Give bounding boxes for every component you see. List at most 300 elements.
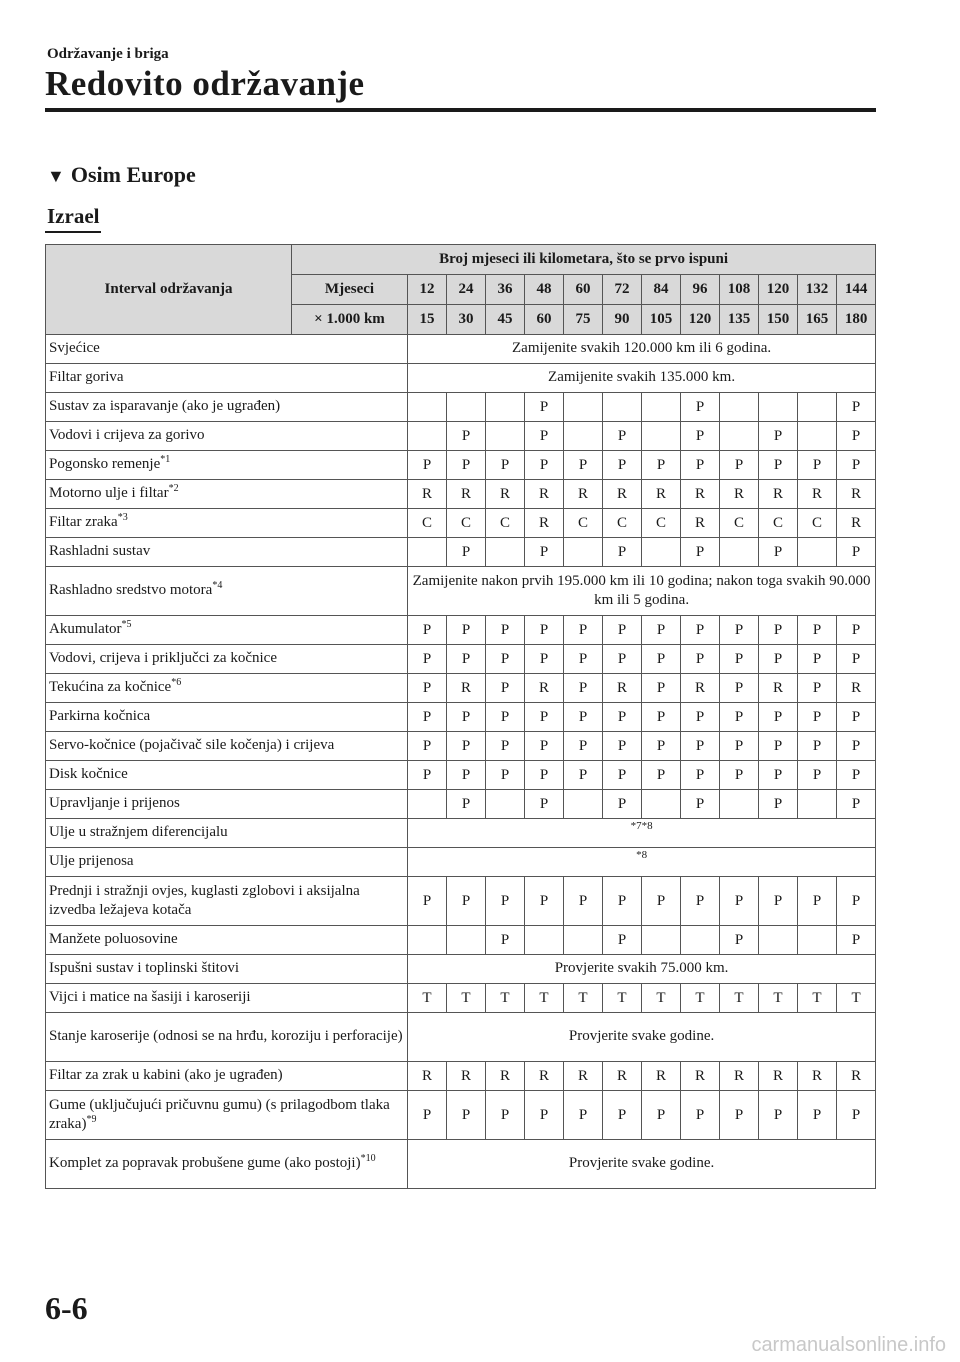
schedule-cell: R <box>525 509 564 538</box>
table-row <box>46 790 876 819</box>
schedule-cell: P <box>642 451 681 480</box>
schedule-cell: T <box>798 984 837 1013</box>
schedule-cell: P <box>720 616 759 645</box>
table-row <box>46 567 876 616</box>
km-header: 90 <box>603 305 642 335</box>
schedule-cell <box>720 538 759 567</box>
table-row <box>46 393 876 422</box>
schedule-cell: R <box>642 1062 681 1091</box>
schedule-cell: P <box>603 877 642 926</box>
schedule-cell: C <box>603 509 642 538</box>
schedule-cell: P <box>837 761 876 790</box>
schedule-cell: P <box>603 451 642 480</box>
schedule-cell: T <box>720 984 759 1013</box>
schedule-cell: P <box>447 645 486 674</box>
item-label: Komplet za popravak probušene gume (ako postoji) <box>49 1155 361 1172</box>
schedule-cell: C <box>408 509 447 538</box>
interval-note: Provjerite svake godine. <box>408 1013 876 1062</box>
item-label: Ispušni sustav i toplinski štitovi <box>49 960 240 977</box>
schedule-cell: P <box>408 674 447 703</box>
schedule-cell: P <box>681 393 720 422</box>
item-name <box>46 1140 408 1189</box>
item-name <box>46 955 408 984</box>
schedule-cell: P <box>603 703 642 732</box>
footnote-ref: *2 <box>168 483 179 495</box>
schedule-cell: P <box>642 1091 681 1140</box>
schedule-cell: R <box>564 480 603 509</box>
schedule-cell: P <box>837 451 876 480</box>
schedule-cell: P <box>681 645 720 674</box>
schedule-cell: P <box>564 645 603 674</box>
item-name <box>46 480 408 509</box>
schedule-cell: R <box>447 674 486 703</box>
schedule-cell <box>642 422 681 451</box>
schedule-cell: T <box>837 984 876 1013</box>
schedule-cell: P <box>525 790 564 819</box>
schedule-cell: P <box>525 1091 564 1140</box>
interval-note: Provjerite svakih 75.000 km. <box>408 955 876 984</box>
schedule-cell <box>681 926 720 955</box>
schedule-cell: P <box>759 1091 798 1140</box>
footnote-ref: *6 <box>171 677 182 689</box>
interval-header: Interval održavanja <box>46 245 292 335</box>
schedule-cell: P <box>720 703 759 732</box>
schedule-cell: R <box>603 674 642 703</box>
section-heading <box>47 162 196 188</box>
schedule-cell <box>408 422 447 451</box>
item-label: Gume (uključujući pričuvnu gumu) (s prilagodbom tlaka zraka) <box>49 1096 390 1132</box>
item-name <box>46 616 408 645</box>
schedule-cell <box>525 926 564 955</box>
schedule-cell: T <box>447 984 486 1013</box>
schedule-cell <box>642 790 681 819</box>
schedule-cell: P <box>798 732 837 761</box>
interval-note: Zamijenite svakih 120.000 km ili 6 godina. <box>408 335 876 364</box>
table-row <box>46 616 876 645</box>
schedule-cell: P <box>525 422 564 451</box>
schedule-cell <box>642 538 681 567</box>
schedule-cell: P <box>798 674 837 703</box>
footnote-cell: *7*8 <box>408 819 876 848</box>
item-label: Vijci i matice na šasiji i karoseriji <box>49 989 251 1006</box>
schedule-cell: T <box>564 984 603 1013</box>
schedule-cell <box>408 393 447 422</box>
schedule-cell: P <box>720 645 759 674</box>
schedule-cell: P <box>798 1091 837 1140</box>
schedule-cell: C <box>798 509 837 538</box>
schedule-cell: P <box>720 877 759 926</box>
schedule-cell: R <box>447 480 486 509</box>
interval-note: Zamijenite nakon prvih 195.000 km ili 10 godina; nakon toga svakih 90.000 km ili 5 godina. <box>408 567 876 616</box>
item-label: Ulje prijenosa <box>49 853 134 870</box>
schedule-cell: C <box>642 509 681 538</box>
schedule-cell <box>798 538 837 567</box>
schedule-cell <box>486 538 525 567</box>
maintenance-schedule-table <box>45 244 876 1189</box>
schedule-cell: P <box>525 703 564 732</box>
item-name <box>46 848 408 877</box>
schedule-cell: P <box>525 451 564 480</box>
schedule-cell: P <box>564 451 603 480</box>
table-row <box>46 422 876 451</box>
schedule-cell: P <box>681 451 720 480</box>
schedule-cell: C <box>486 509 525 538</box>
schedule-cell: P <box>837 538 876 567</box>
schedule-cell: P <box>720 926 759 955</box>
schedule-cell <box>603 393 642 422</box>
month-header: 60 <box>564 275 603 305</box>
km-header: 45 <box>486 305 525 335</box>
page-title: Redovito održavanje <box>45 64 365 103</box>
month-header: 24 <box>447 275 486 305</box>
schedule-cell: P <box>603 732 642 761</box>
month-header: 108 <box>720 275 759 305</box>
km-header: 105 <box>642 305 681 335</box>
schedule-cell: P <box>447 877 486 926</box>
table-row <box>46 509 876 538</box>
schedule-cell: P <box>837 422 876 451</box>
schedule-cell: P <box>759 538 798 567</box>
schedule-cell: P <box>447 422 486 451</box>
schedule-cell: P <box>759 451 798 480</box>
schedule-cell: P <box>642 877 681 926</box>
schedule-cell: P <box>798 451 837 480</box>
schedule-cell: P <box>837 926 876 955</box>
schedule-cell: P <box>798 761 837 790</box>
schedule-cell: R <box>486 480 525 509</box>
item-label: Upravljanje i prijenos <box>49 795 180 812</box>
schedule-cell: P <box>681 790 720 819</box>
schedule-cell: T <box>408 984 447 1013</box>
schedule-cell: P <box>486 926 525 955</box>
schedule-cell: P <box>603 1091 642 1140</box>
schedule-cell: P <box>603 761 642 790</box>
item-label: Motorno ulje i filtar <box>49 485 169 502</box>
schedule-cell: P <box>759 616 798 645</box>
schedule-cell: P <box>486 1091 525 1140</box>
schedule-cell: T <box>642 984 681 1013</box>
table-row <box>46 732 876 761</box>
schedule-cell <box>564 926 603 955</box>
interval-note: Provjerite svake godine. <box>408 1140 876 1189</box>
item-label: Vodovi, crijeva i priključci za kočnice <box>49 650 277 667</box>
schedule-cell: P <box>681 703 720 732</box>
schedule-cell: P <box>720 451 759 480</box>
schedule-cell: R <box>564 1062 603 1091</box>
schedule-cell: P <box>681 877 720 926</box>
schedule-cell <box>486 422 525 451</box>
months-label: Mjeseci <box>292 275 408 305</box>
schedule-cell: P <box>759 645 798 674</box>
schedule-cell: T <box>525 984 564 1013</box>
table-row <box>46 703 876 732</box>
schedule-cell: P <box>642 616 681 645</box>
month-header: 144 <box>837 275 876 305</box>
footnote-ref: *3 <box>117 512 128 524</box>
schedule-cell <box>798 926 837 955</box>
schedule-cell: P <box>681 422 720 451</box>
table-row <box>46 848 876 877</box>
schedule-cell: R <box>642 480 681 509</box>
schedule-cell <box>486 393 525 422</box>
item-name <box>46 451 408 480</box>
schedule-cell: P <box>564 674 603 703</box>
schedule-cell: P <box>603 538 642 567</box>
schedule-cell: P <box>759 703 798 732</box>
km-header: 180 <box>837 305 876 335</box>
table-row <box>46 335 876 364</box>
item-label: Prednji i stražnji ovjes, kuglasti zglobovi i aksijalna izvedba ležajeva kotača <box>49 882 360 918</box>
schedule-cell <box>564 790 603 819</box>
footnote-ref: *1 <box>160 454 171 466</box>
schedule-cell: P <box>447 538 486 567</box>
schedule-cell: P <box>837 616 876 645</box>
month-header: 72 <box>603 275 642 305</box>
schedule-cell: R <box>408 1062 447 1091</box>
schedule-cell: T <box>603 984 642 1013</box>
schedule-cell: C <box>759 509 798 538</box>
item-name <box>46 674 408 703</box>
breadcrumb: Održavanje i briga <box>47 46 169 62</box>
schedule-cell: P <box>486 451 525 480</box>
item-name <box>46 364 408 393</box>
schedule-cell: P <box>564 877 603 926</box>
span-header: Broj mjeseci ili kilometara, što se prvo ispuni <box>292 245 876 275</box>
region-underline <box>45 231 101 233</box>
month-header: 132 <box>798 275 837 305</box>
item-label: Svjećice <box>49 340 100 357</box>
month-header: 120 <box>759 275 798 305</box>
footnote-ref: *4 <box>212 580 223 592</box>
schedule-cell: R <box>486 1062 525 1091</box>
km-header: 15 <box>408 305 447 335</box>
item-label: Disk kočnice <box>49 766 128 783</box>
schedule-cell <box>720 790 759 819</box>
schedule-cell <box>759 926 798 955</box>
schedule-cell: T <box>681 984 720 1013</box>
item-name <box>46 732 408 761</box>
schedule-cell: R <box>798 1062 837 1091</box>
month-header: 96 <box>681 275 720 305</box>
schedule-cell: P <box>837 703 876 732</box>
item-label: Pogonsko remenje <box>49 456 161 473</box>
schedule-cell <box>564 393 603 422</box>
item-name <box>46 877 408 926</box>
schedule-cell: P <box>837 877 876 926</box>
table-row <box>46 364 876 393</box>
table-row <box>46 761 876 790</box>
item-name <box>46 509 408 538</box>
schedule-cell <box>408 538 447 567</box>
schedule-cell: R <box>603 1062 642 1091</box>
item-name <box>46 645 408 674</box>
item-label: Servo-kočnice (pojačivač sile kočenja) i crijeva <box>49 737 335 754</box>
schedule-cell: R <box>759 480 798 509</box>
schedule-cell: P <box>642 703 681 732</box>
table-row <box>46 1091 876 1140</box>
schedule-cell: P <box>603 790 642 819</box>
schedule-cell: R <box>525 1062 564 1091</box>
schedule-cell: P <box>447 616 486 645</box>
schedule-cell: P <box>681 616 720 645</box>
schedule-cell: P <box>603 616 642 645</box>
schedule-cell: P <box>486 645 525 674</box>
item-name <box>46 703 408 732</box>
schedule-cell: P <box>681 732 720 761</box>
schedule-cell: R <box>681 1062 720 1091</box>
schedule-cell: P <box>564 732 603 761</box>
schedule-cell <box>408 926 447 955</box>
schedule-cell: R <box>525 674 564 703</box>
schedule-cell: P <box>642 674 681 703</box>
schedule-cell: P <box>525 393 564 422</box>
item-name <box>46 926 408 955</box>
schedule-cell: P <box>486 703 525 732</box>
schedule-cell: P <box>408 761 447 790</box>
schedule-cell: P <box>837 790 876 819</box>
schedule-cell: P <box>486 616 525 645</box>
table-row <box>46 645 876 674</box>
item-name <box>46 761 408 790</box>
schedule-cell: P <box>564 616 603 645</box>
table-row <box>46 674 876 703</box>
item-label: Manžete poluosovine <box>49 931 178 948</box>
schedule-cell: R <box>837 509 876 538</box>
schedule-cell: R <box>837 674 876 703</box>
schedule-cell: P <box>642 732 681 761</box>
schedule-cell <box>447 926 486 955</box>
month-header: 84 <box>642 275 681 305</box>
schedule-cell: R <box>525 480 564 509</box>
table-row <box>46 955 876 984</box>
km-label: × 1.000 km <box>292 305 408 335</box>
item-name <box>46 567 408 616</box>
title-rule <box>45 108 876 112</box>
schedule-cell <box>447 393 486 422</box>
schedule-cell: P <box>564 1091 603 1140</box>
schedule-cell <box>798 422 837 451</box>
month-header: 48 <box>525 275 564 305</box>
schedule-cell: P <box>681 538 720 567</box>
km-header: 150 <box>759 305 798 335</box>
schedule-cell <box>564 422 603 451</box>
item-name <box>46 538 408 567</box>
schedule-cell: P <box>486 761 525 790</box>
schedule-cell: P <box>408 703 447 732</box>
schedule-cell <box>720 422 759 451</box>
item-name <box>46 422 408 451</box>
schedule-cell: P <box>759 761 798 790</box>
schedule-cell: P <box>603 422 642 451</box>
km-header: 135 <box>720 305 759 335</box>
table-row <box>46 819 876 848</box>
schedule-cell: P <box>720 761 759 790</box>
item-label: Akumulator <box>49 621 122 638</box>
schedule-cell: P <box>525 616 564 645</box>
km-header: 30 <box>447 305 486 335</box>
schedule-cell: P <box>408 877 447 926</box>
schedule-cell: T <box>486 984 525 1013</box>
km-header: 75 <box>564 305 603 335</box>
schedule-cell <box>720 393 759 422</box>
page-number: 6-6 <box>45 1290 88 1326</box>
section-title: Osim Europe <box>70 162 196 187</box>
schedule-cell <box>408 790 447 819</box>
table-row <box>46 538 876 567</box>
item-name <box>46 790 408 819</box>
footnote-ref: *10 <box>360 1153 376 1165</box>
table-row <box>46 480 876 509</box>
schedule-cell: P <box>525 645 564 674</box>
table-row <box>46 451 876 480</box>
schedule-cell: C <box>720 509 759 538</box>
schedule-cell <box>486 790 525 819</box>
schedule-cell: R <box>681 480 720 509</box>
table-row <box>46 1140 876 1189</box>
schedule-cell: R <box>603 480 642 509</box>
schedule-cell: P <box>759 790 798 819</box>
schedule-cell: P <box>642 645 681 674</box>
schedule-cell: P <box>837 732 876 761</box>
schedule-cell: P <box>408 616 447 645</box>
schedule-cell: R <box>837 1062 876 1091</box>
schedule-cell: P <box>447 761 486 790</box>
schedule-cell: P <box>603 645 642 674</box>
schedule-cell: R <box>681 509 720 538</box>
schedule-cell: P <box>447 1091 486 1140</box>
schedule-cell: P <box>408 732 447 761</box>
schedule-cell <box>759 393 798 422</box>
table-row <box>46 1062 876 1091</box>
item-label: Stanje karoserije (odnosi se na hrđu, koroziju i perforacije) <box>49 1028 403 1045</box>
schedule-cell: P <box>564 761 603 790</box>
schedule-cell: P <box>447 703 486 732</box>
schedule-cell: C <box>564 509 603 538</box>
item-name <box>46 335 408 364</box>
schedule-cell: P <box>759 732 798 761</box>
schedule-cell <box>564 538 603 567</box>
table-row <box>46 877 876 926</box>
schedule-cell: P <box>447 790 486 819</box>
schedule-cell <box>642 393 681 422</box>
footnote-ref: *9 <box>86 1114 97 1125</box>
table-row <box>46 984 876 1013</box>
item-name <box>46 984 408 1013</box>
schedule-cell: R <box>798 480 837 509</box>
item-label: Rashladno sredstvo motora <box>49 582 213 599</box>
schedule-cell: P <box>486 732 525 761</box>
km-header: 120 <box>681 305 720 335</box>
schedule-cell: R <box>720 480 759 509</box>
schedule-cell: P <box>408 1091 447 1140</box>
schedule-cell: R <box>408 480 447 509</box>
schedule-cell: R <box>681 674 720 703</box>
triangle-down-icon: ▼ <box>47 166 65 186</box>
schedule-cell: P <box>720 674 759 703</box>
schedule-cell: C <box>447 509 486 538</box>
watermark: carmanualsonline.info <box>751 1334 946 1356</box>
item-label: Tekućina za kočnice <box>49 679 172 696</box>
schedule-cell: P <box>408 645 447 674</box>
km-header: 60 <box>525 305 564 335</box>
schedule-cell: P <box>486 674 525 703</box>
item-name <box>46 819 408 848</box>
schedule-cell: P <box>759 422 798 451</box>
schedule-cell: P <box>798 703 837 732</box>
schedule-cell: P <box>798 645 837 674</box>
month-header: 12 <box>408 275 447 305</box>
item-label: Sustav za isparavanje (ako je ugrađen) <box>49 398 281 415</box>
